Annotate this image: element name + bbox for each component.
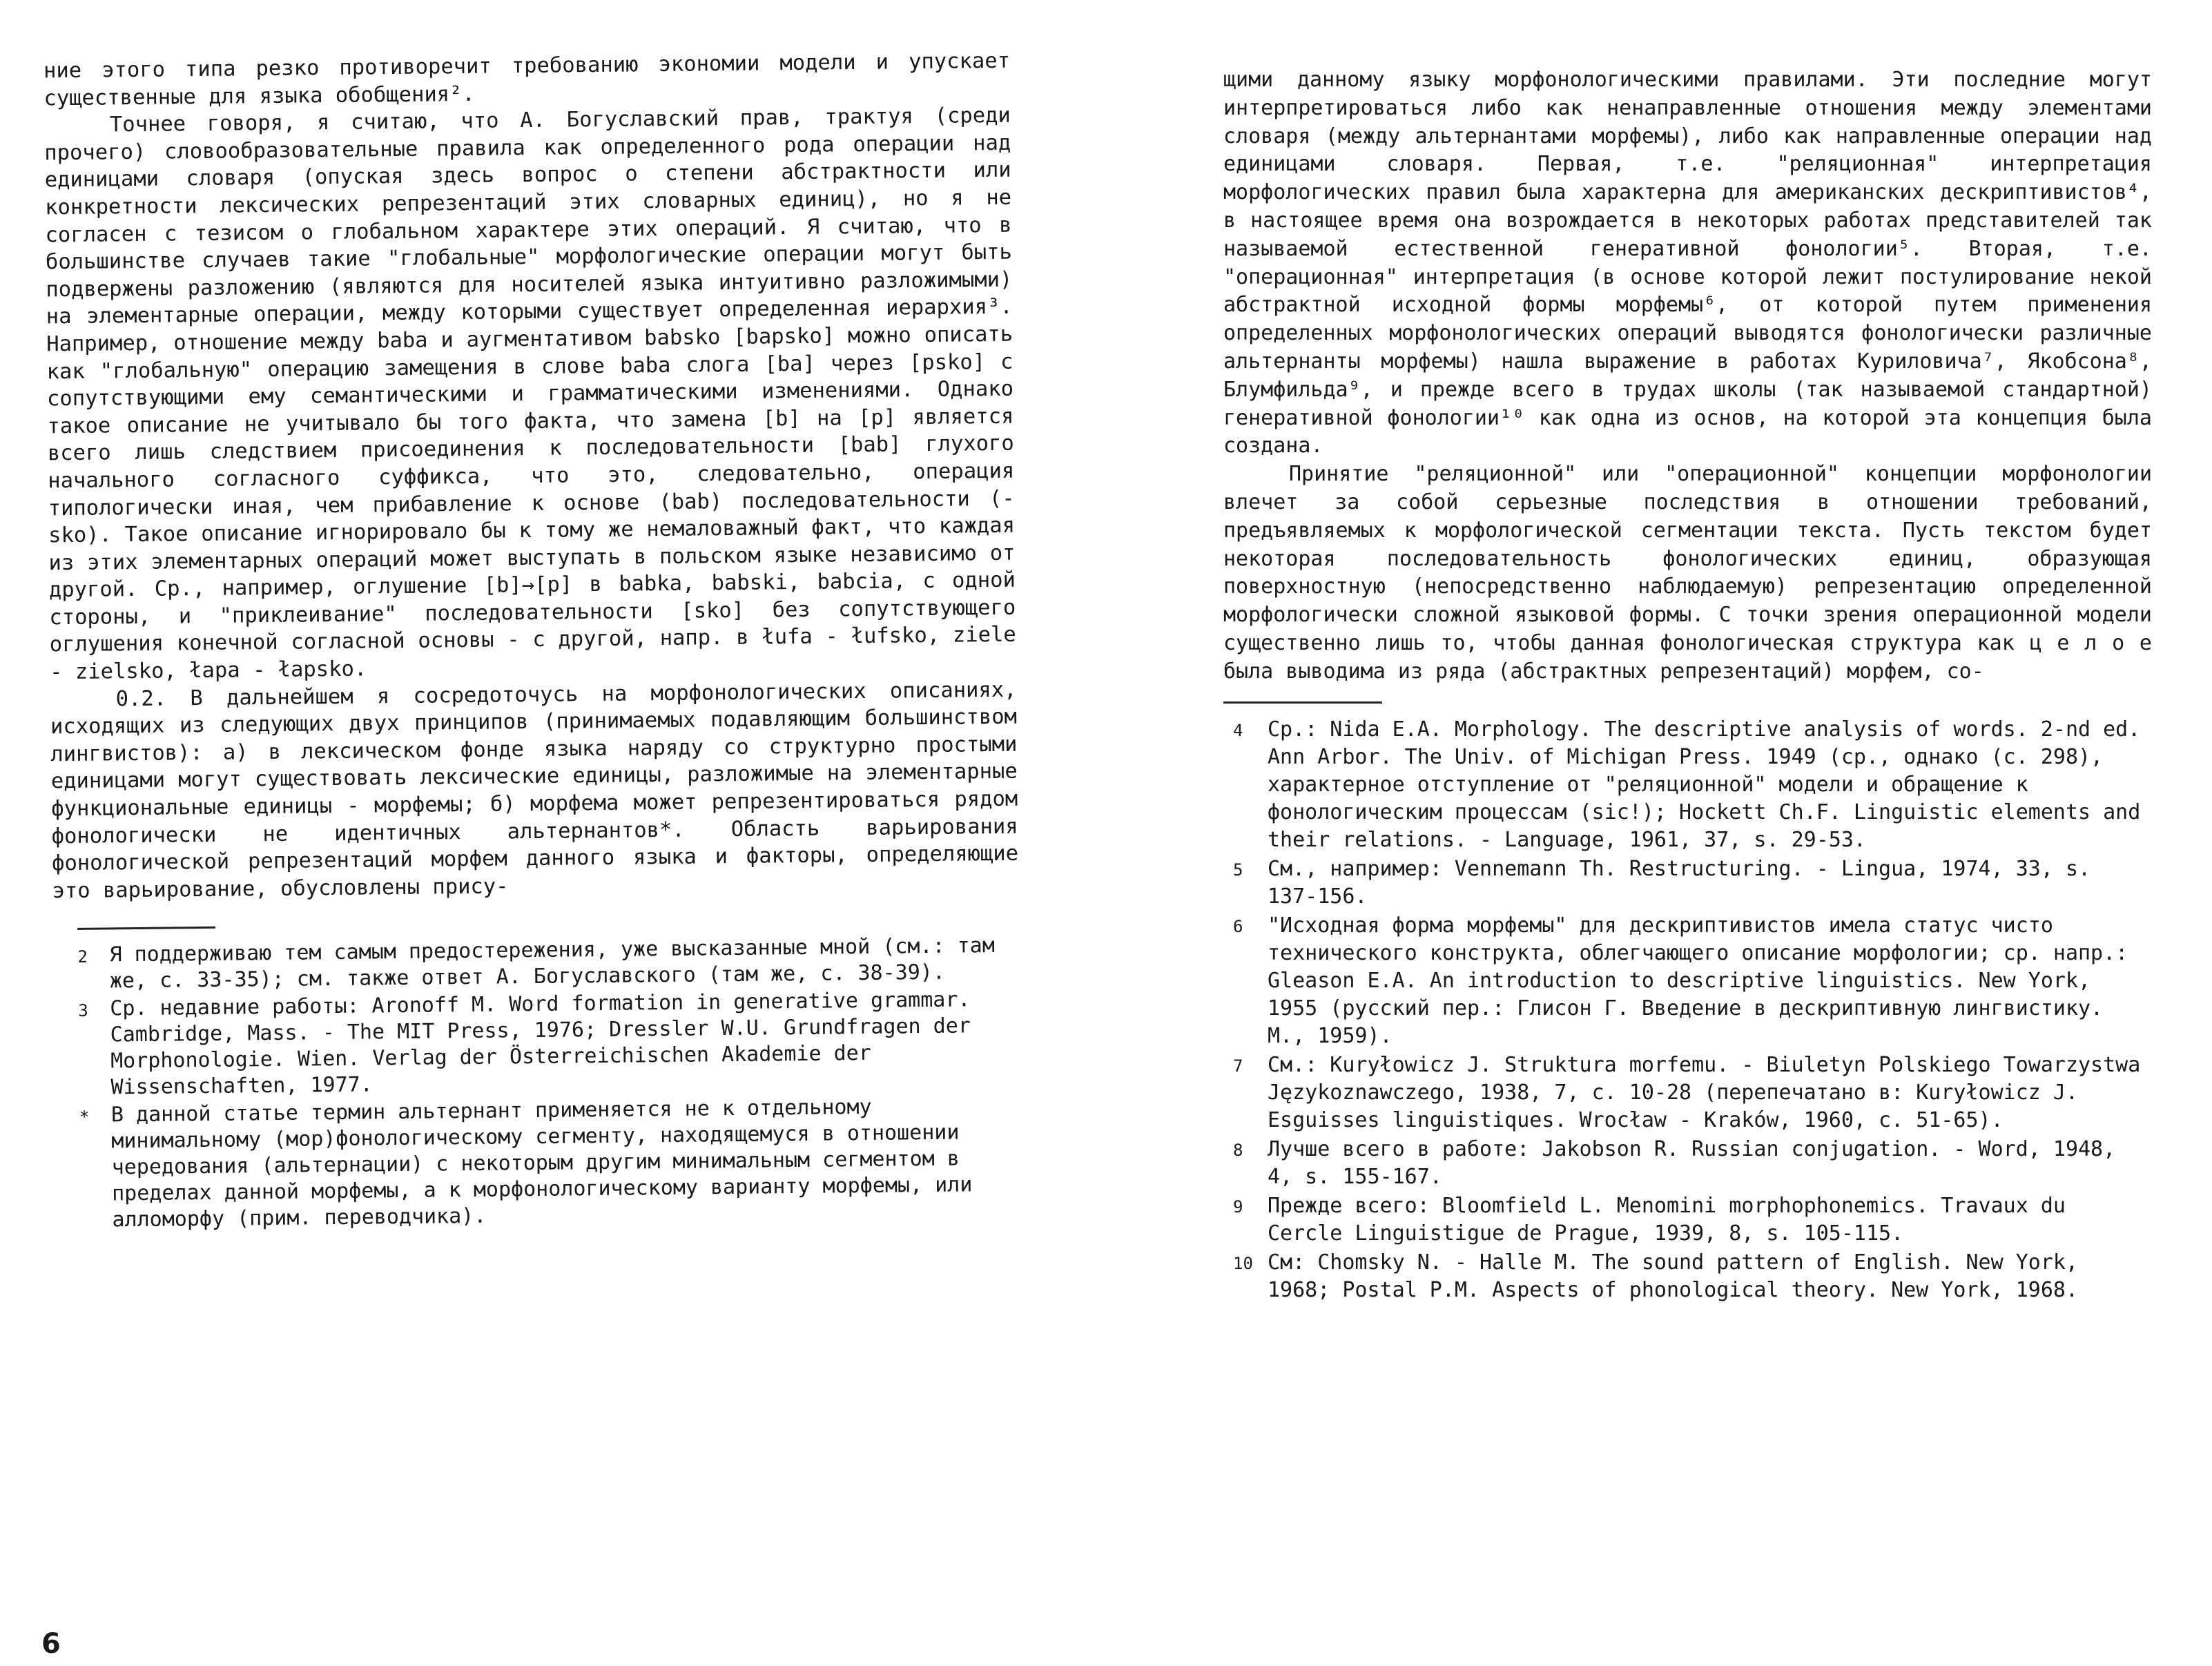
- left-paragraph-3: 0.2. В дальнейшем я сосредоточусь на морфонологических описаниях, исходящих из следующих двух принципов (принимаемых подавляющим большинством лингвистов): а) в лексическом фонде языка наряду со структурно простыми единицами могут существовать лексические единицы, разложимые на элементарные функциональные единицы - морфемы; б) морфема может репрезентироваться рядом фонологически не идентичных альтернантов*. Область варьирования фонологической репрезентаций морфем данного языка и факторы, определяющие это варьирование, обусловлены прису-: [50, 677, 1019, 904]
- footnote: [1223, 1192, 2152, 1248]
- footnote-text: См.: Kuryłowicz J. Struktura morfemu. - Biuletyn Polskiego Towarzystwa Językoznawczego, 1938, 7, с. 10-28 (перепечатано в: Kuryłowicz J. Esguisses linguistiques. Wrocław - Kraków, 1960, с. 51-65).: [1268, 1052, 2141, 1132]
- right-page: [1174, 0, 2212, 1666]
- footnote-marker: 6: [1233, 916, 1243, 936]
- right-paragraph-1: щими данному языку морфонологическими правилами. Эти последние могут интерпретироваться либо как ненаправленные отношения между элементами словаря (между альтернантами морфемы), либо как направленные операции над единицами словаря. Первая, т.е. "реляционная" интерпретация морфологических правил была характерна для американских дескриптивистов⁴, в настоящее время она возрождается в некоторых работах представителей так называемой естественной генеративной фонологии⁵. Вторая, т.е. "операционная" интерпретация (в основе которой лежит постулирование некой абстрактной исходной формы морфемы⁶, от которой путем применения определенных морфонологических операций выводятся фонологически различные альтернанты морфемы) нашла выражение в работах Куриловича⁷, Якобсона⁸, Блумфильда⁹, и прежде всего в трудах школы (так называемой стандартной) генеративной фонологии¹⁰ как одна из основ, на которой эта концепция была создана.: [1223, 68, 2152, 458]
- left-page: [0, 0, 1094, 1666]
- footnote: [79, 1093, 1027, 1234]
- footnote-marker: 3: [78, 1001, 88, 1021]
- footnote-marker: 7: [1233, 1056, 1243, 1076]
- footnote-marker: 4: [1233, 720, 1243, 740]
- footnote: [1223, 1249, 2152, 1304]
- footnote: [1223, 716, 2152, 854]
- footnote-text: См: Chomsky N. - Halle M. The sound pattern of English. New York, 1968; Postal P.M. Aspects of phonological theory. New York, 1968.: [1268, 1250, 2078, 1302]
- footnote-marker: 10: [1233, 1253, 1253, 1273]
- footnote-marker: 9: [1233, 1197, 1243, 1217]
- footnote-text: Лучше всего в работе: Jakobson R. Russian conjugation. - Word, 1948, 4, s. 155-167.: [1268, 1136, 2116, 1189]
- footnote-text: См., например: Vennemann Th. Restructuring. - Lingua, 1974, 33, s. 137-156.: [1268, 856, 2091, 909]
- footnote: [1223, 855, 2152, 911]
- footnote-text: Я поддерживаю тем самым предостережения, уже высказанные мной (см.: там же, с. 33-35); см. также ответ А. Богуславского (там же, с. 38-39).: [109, 933, 995, 994]
- right-footnote-divider: [1223, 701, 1382, 704]
- footnote: [77, 933, 1024, 995]
- right-body-text: [1223, 66, 2152, 686]
- footnote-marker: 5: [1233, 860, 1243, 880]
- footnote: [78, 987, 1025, 1101]
- footnote-text: Ср. недавние работы: Aronoff M. Word formation in generative grammar. Cambridge, Mass. - The MIT Press, 1976; Dressler W.U. Grundfragen der Morphonologie. Wien. Verlag der Österreichischen Akademie der Wissenschaften, 1977.: [110, 987, 971, 1100]
- left-body-text: [43, 48, 1019, 905]
- footnote-text: Ср.: Nida E.A. Morphology. The descriptive analysis of words. 2-nd ed. Ann Arbor. The Univ. of Michigan Press. 1949 (ср., однако (с. 298), характерное отступление от "реляционной" модели и обращение к фонологическим процессам (sic!); Hockett Ch.F. Linguistic elements and their relations. - Language, 1961, 37, s. 29-53.: [1268, 717, 2141, 852]
- footnote: [1223, 912, 2152, 1050]
- footnote-text: Прежде всего: Bloomfield L. Menomini morphophonemics. Travaux du Cercle Linguistigue de Prague, 1939, 8, s. 105-115.: [1268, 1193, 2066, 1246]
- footnote-text: "Исходная форма морфемы" для дескриптивистов имела статус чисто технического конструкта, облегчающего описание морфологии; ср. напр.: Gleason E.A. An introduction to descriptive linguistics. New York, 1955 (русский пер.: Глисон Г. Введение в дескриптивную лингвистику. М., 1959).: [1268, 913, 2128, 1048]
- left-footnotes: [77, 933, 1026, 1234]
- footnote-marker: 2: [77, 947, 88, 967]
- left-footnote-divider: [77, 927, 215, 930]
- left-paragraph-2: Точнее говоря, я считаю, что А. Богуславский прав, трактуя (среди прочего) словообразовательные правила как определенного рода операции над единицами словаря (опуская здесь вопрос о степени абстрактности или конкретности лексических репрезентаций этих словарных единиц), но я не согласен с тезисом о глобальном характере этих операций. Я считаю, что в большинстве случаев такие "глобальные" морфологические операции могут быть подвержены разложению (являются для носителей языка интуитивно разложимыми) на элементарные операции, между которыми существует определенная иерархия³. Например, отношение между baba и аугментативом babsko [bapsko] можно описать как "глобальную" операцию замещения в слове baba слога [ba] через [psko] с сопутствующими ему семантическими и грамматическими изменениями. Однако такое описание не учитывало бы того факта, что замена [b] на [p] является всего лишь следствием присоединения к последовательности [bab] глухого начального согласного суффикса, что это, следовательно, операция типологически иная, чем прибавление к основе (bab) последовательности (-sko). Такое описание игнорировало бы к тому же немаловажный факт, что каждая из этих элементарных операций может выступать в польском языке независимо от другой. Ср., например, оглушение [b]→[p] в babka, babski, babcia, с одной стороны, и "приклеивание" последовательности [sko] без сопутствующего оглушения конечной согласной основы - с другой, напр. в łufa - łufsko, ziele - zielsko, łapa - łapsko.: [44, 103, 1016, 685]
- right-footnotes: [1223, 716, 2152, 1304]
- footnote: [1223, 1136, 2152, 1191]
- footnote-text: В данной статье термин альтернант применяется не к отдельному минимальному (мор)фонологическому сегменту, находящемуся в отношении чередования (альтернации) с некоторым другим минимальным сегментом в пределах данной морфемы, а к морфонологическому варианту морфемы, или алломорфу (прим. переводчика).: [110, 1095, 973, 1232]
- footnote-marker: *: [79, 1107, 90, 1127]
- right-paragraph-2: Принятие "реляционной" или "операционной" концепции морфонологии влечет за собой серьезные последствия в отношении требований, предъявляемых к морфологической сегментации текста. Пусть текстом будет некоторая последовательность фонологических единиц, образующая поверхностную (непосредственно наблюдаемую) репрезентацию определенной морфологически сложной языковой формы. С точки зрения операционной модели существенно лишь то, чтобы данная фонологическая структура как ц е л о е была выводима из ряда (абстрактных репрезентаций) морфем, со-: [1223, 462, 2152, 684]
- left-paragraph-1: ние этого типа резко противоречит требованию экономии модели и упускает существенные для языка обобщения².: [43, 48, 1011, 110]
- footnote-marker: 8: [1233, 1140, 1243, 1160]
- footnote: [1223, 1052, 2152, 1134]
- page-number: 6: [41, 1628, 61, 1660]
